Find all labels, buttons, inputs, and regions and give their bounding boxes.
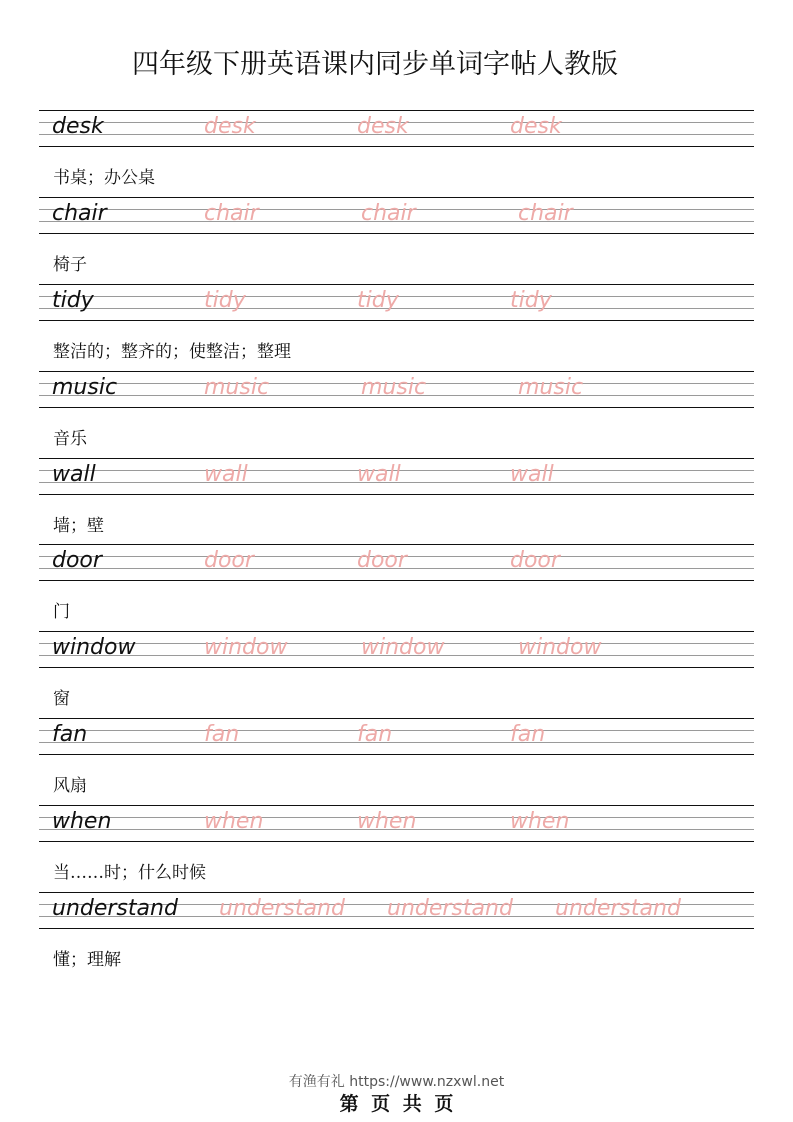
word-trace: door	[357, 548, 407, 573]
word-meaning: 风扇	[53, 776, 87, 796]
word-trace: window	[518, 635, 602, 660]
word-trace: understand	[219, 896, 345, 921]
four-line-ruler	[39, 892, 754, 929]
word-trace: tidy	[204, 288, 246, 313]
rule-line-outer	[39, 284, 754, 285]
rule-line-outer	[39, 718, 754, 719]
rule-line-outer	[39, 631, 754, 632]
word-trace: when	[357, 809, 417, 834]
rule-line-outer	[39, 110, 754, 111]
word-entry	[39, 544, 754, 631]
word-meaning: 当……时；什么时候	[53, 863, 206, 883]
word-meaning: 整洁的；整齐的；使整洁；整理	[53, 342, 291, 362]
word-model: door	[52, 548, 102, 573]
word-entry	[39, 284, 754, 371]
rule-line-outer	[39, 580, 754, 581]
word-trace: tidy	[357, 288, 399, 313]
word-meaning: 音乐	[53, 429, 87, 449]
word-trace: chair	[361, 201, 416, 226]
word-model: chair	[52, 201, 107, 226]
footer-page-number: 第 页 共 页	[339, 1093, 454, 1115]
four-line-ruler	[39, 805, 754, 842]
four-line-ruler	[39, 718, 754, 755]
word-model: understand	[52, 896, 178, 921]
rule-line-outer	[39, 320, 754, 321]
four-line-ruler	[39, 544, 754, 581]
four-line-ruler	[39, 371, 754, 408]
word-entry	[39, 197, 754, 284]
word-trace: chair	[518, 201, 573, 226]
rule-line-inner	[39, 742, 754, 743]
word-entry	[39, 718, 754, 805]
rule-line-outer	[39, 371, 754, 372]
word-trace: door	[204, 548, 254, 573]
four-line-ruler	[39, 284, 754, 321]
word-trace: window	[204, 635, 288, 660]
word-trace: understand	[555, 896, 681, 921]
word-trace: when	[204, 809, 264, 834]
rule-line-outer	[39, 458, 754, 459]
rule-line-outer	[39, 805, 754, 806]
word-trace: when	[510, 809, 570, 834]
four-line-ruler	[39, 197, 754, 234]
page-title: 四年级下册英语课内同步单词字帖人教版	[132, 49, 618, 80]
word-entry	[39, 805, 754, 892]
word-model: wall	[52, 462, 96, 487]
word-entry	[39, 892, 754, 979]
rule-line-outer	[39, 667, 754, 668]
word-trace: fan	[357, 722, 393, 747]
word-trace: window	[361, 635, 445, 660]
rule-line-outer	[39, 233, 754, 234]
word-meaning: 懂；理解	[53, 950, 121, 970]
rule-line-outer	[39, 494, 754, 495]
word-trace: tidy	[510, 288, 552, 313]
word-trace: door	[510, 548, 560, 573]
word-trace: music	[204, 375, 270, 400]
four-line-ruler	[39, 631, 754, 668]
word-entry	[39, 631, 754, 718]
word-trace: music	[518, 375, 584, 400]
rule-line-outer	[39, 197, 754, 198]
word-trace: desk	[357, 114, 409, 139]
word-trace: fan	[510, 722, 546, 747]
word-trace: music	[361, 375, 427, 400]
rule-line-outer	[39, 841, 754, 842]
rule-line-outer	[39, 892, 754, 893]
word-trace: understand	[387, 896, 513, 921]
rule-line-outer	[39, 928, 754, 929]
word-meaning: 墙；壁	[53, 516, 104, 536]
word-trace: wall	[204, 462, 248, 487]
footer-site: 有渔有礼 https://www.nzxwl.net	[288, 1074, 505, 1090]
word-meaning: 椅子	[53, 255, 87, 275]
word-model: music	[52, 375, 118, 400]
word-model: desk	[52, 114, 104, 139]
word-entry	[39, 110, 754, 197]
word-model: fan	[52, 722, 88, 747]
rule-line-outer	[39, 544, 754, 545]
rule-line-outer	[39, 754, 754, 755]
four-line-ruler	[39, 110, 754, 147]
word-meaning: 窗	[53, 689, 70, 709]
word-entry	[39, 458, 754, 545]
word-model: when	[52, 809, 112, 834]
word-trace: fan	[204, 722, 240, 747]
rule-line-inner	[39, 730, 754, 731]
word-trace: desk	[510, 114, 562, 139]
word-trace: wall	[510, 462, 554, 487]
word-model: tidy	[52, 288, 94, 313]
word-trace: wall	[357, 462, 401, 487]
word-meaning: 书桌；办公桌	[53, 168, 155, 188]
word-model: window	[52, 635, 136, 660]
word-entry	[39, 371, 754, 458]
four-line-ruler	[39, 458, 754, 495]
rule-line-outer	[39, 146, 754, 147]
word-trace: chair	[204, 201, 259, 226]
rule-line-outer	[39, 407, 754, 408]
word-trace: desk	[204, 114, 256, 139]
word-meaning: 门	[53, 602, 70, 622]
